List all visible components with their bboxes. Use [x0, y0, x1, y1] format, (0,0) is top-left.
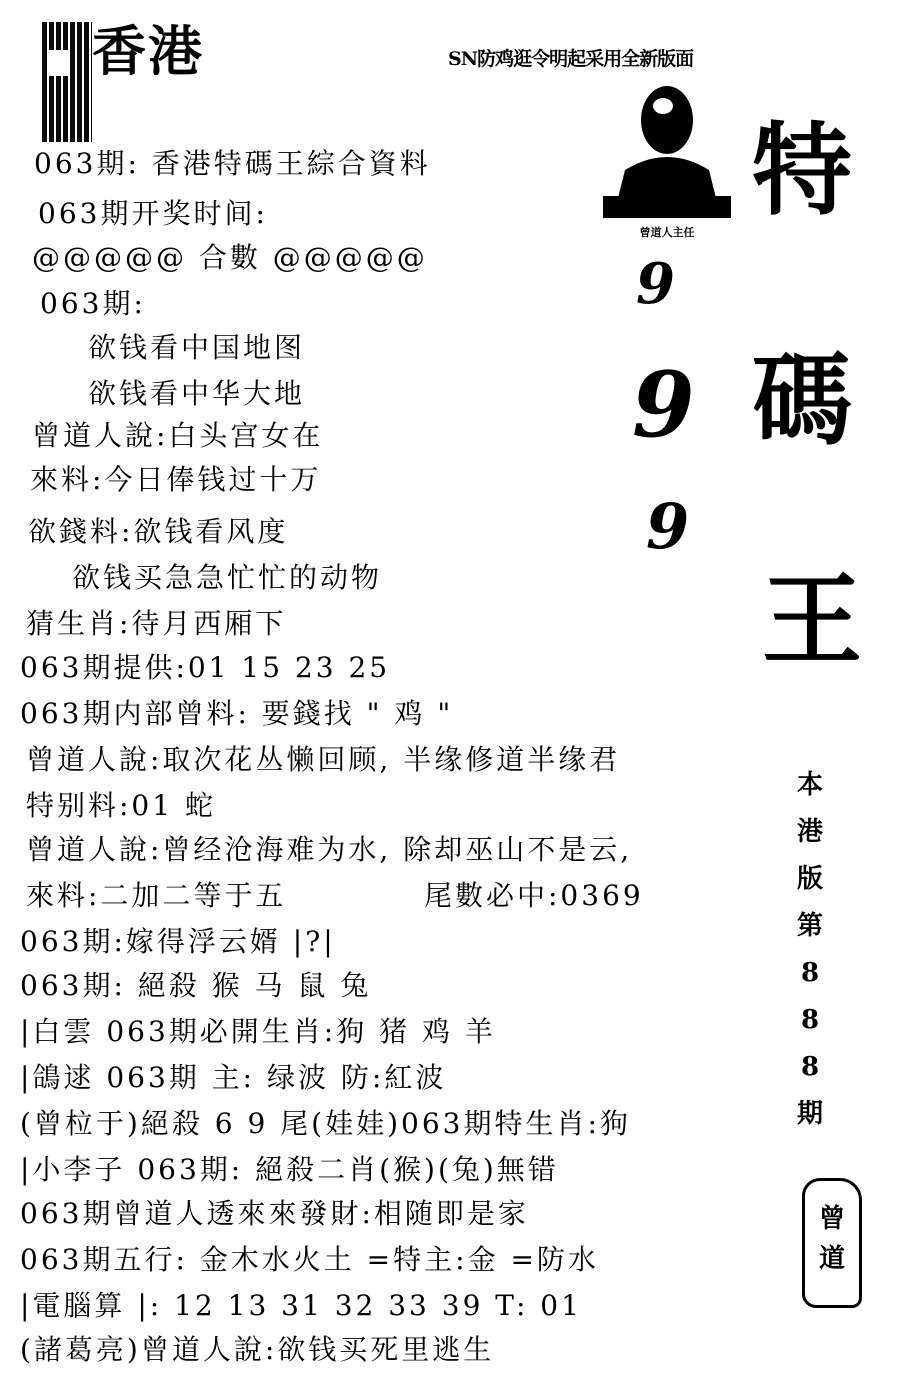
money-line-2: 欲钱买急急忙忙的动物	[72, 561, 383, 594]
baiyun-line: |白雲 063期必開生肖:狗 猪 鸡 羊	[20, 1015, 496, 1048]
header-note: SN防鸡逛令明起采用全新版面	[448, 48, 694, 70]
issue-vertical-text	[790, 762, 830, 1138]
seal-char: 曾	[818, 1204, 845, 1234]
info-line-combined: @@@@@ 合數 @@@@@	[32, 241, 428, 274]
seal-char: 道	[818, 1244, 845, 1274]
seal-stamp	[802, 1178, 862, 1308]
vertical-char: 期	[796, 1099, 823, 1129]
vertical-char: 8	[800, 1005, 820, 1035]
marry-line: 063期:嫁得浮云婿 |?|	[20, 925, 336, 958]
five-elements-line: 063期五行: 金木水火土 =特主:金 =防水	[20, 1243, 599, 1276]
kill-zodiac-line: 063期: 絕殺 猴 马 鼠 兔	[20, 969, 372, 1002]
title-char-ma: 碼	[752, 341, 852, 459]
source-line-2: 來料:二加二等于五	[26, 879, 287, 912]
internal-line: 063期内部曾料: 要錢找 " 鸡 "	[20, 697, 454, 730]
info-line-title: 063期: 香港特碼王綜合資料	[34, 147, 431, 180]
info-line-issue: 063期:	[40, 287, 146, 320]
title-char-wang: 王	[762, 561, 862, 679]
money-line-1: 欲錢料:欲钱看风度	[28, 515, 289, 548]
computer-calc-line: |電腦算 |: 12 13 31 32 33 39 T: 01	[20, 1289, 582, 1322]
portrait-caption: 曾道人主任	[639, 226, 695, 239]
riddle-line-1: 欲钱看中国地图	[88, 331, 306, 364]
logo-graphic	[42, 22, 92, 142]
provided-numbers-line: 063期提供:01 15 23 25	[20, 651, 391, 684]
info-line-draw-time: 063期开奖时间:	[38, 197, 268, 230]
tao-saying-1: 曾道人說:白头宫女在	[32, 419, 324, 452]
vertical-char: 版	[796, 864, 823, 894]
vertical-char: 港	[796, 817, 823, 847]
vertical-char: 8	[800, 958, 820, 988]
nine-digit-3: 9	[646, 490, 690, 563]
vertical-char: 本	[796, 770, 823, 800]
vertical-char: 第	[796, 911, 823, 941]
zhuge-line: (諸葛亮)曾道人說:欲钱买死里逃生	[20, 1333, 495, 1366]
source-line-1: 來料:今日俸钱过十万	[30, 463, 322, 496]
tao-saying-3: 曾道人說:曾经沧海难为水, 除却巫山不是云,	[26, 833, 633, 866]
page-title: 香港	[92, 19, 204, 83]
portrait-image	[603, 78, 731, 250]
fortune-line: 063期曾道人透來來發財:相随即是家	[20, 1197, 529, 1230]
tail-number-line: 尾數必中:0369	[424, 879, 644, 912]
xiaolizi-line: |小李子 063期: 絕殺二肖(猴)(兔)無错	[20, 1153, 559, 1186]
tail-kill-line: (曾柆于)絕殺 6 9 尾(娃娃)063期特生肖:狗	[20, 1107, 631, 1140]
riddle-line-2: 欲钱看中华大地	[88, 377, 306, 410]
vertical-char: 8	[800, 1052, 820, 1082]
special-line: 特别料:01 蛇	[26, 789, 216, 822]
nine-digit-2: 9	[632, 352, 695, 458]
gexun-line: |鴿逑 063期 主: 绿波 防:紅波	[20, 1061, 447, 1094]
tao-saying-2: 曾道人說:取次花丛懒回顾, 半缘修道半缘君	[26, 743, 621, 776]
guess-zodiac-line: 猜生肖:待月西厢下	[26, 607, 287, 640]
nine-digit-1: 9	[636, 251, 675, 317]
title-char-te: 特	[752, 111, 852, 229]
